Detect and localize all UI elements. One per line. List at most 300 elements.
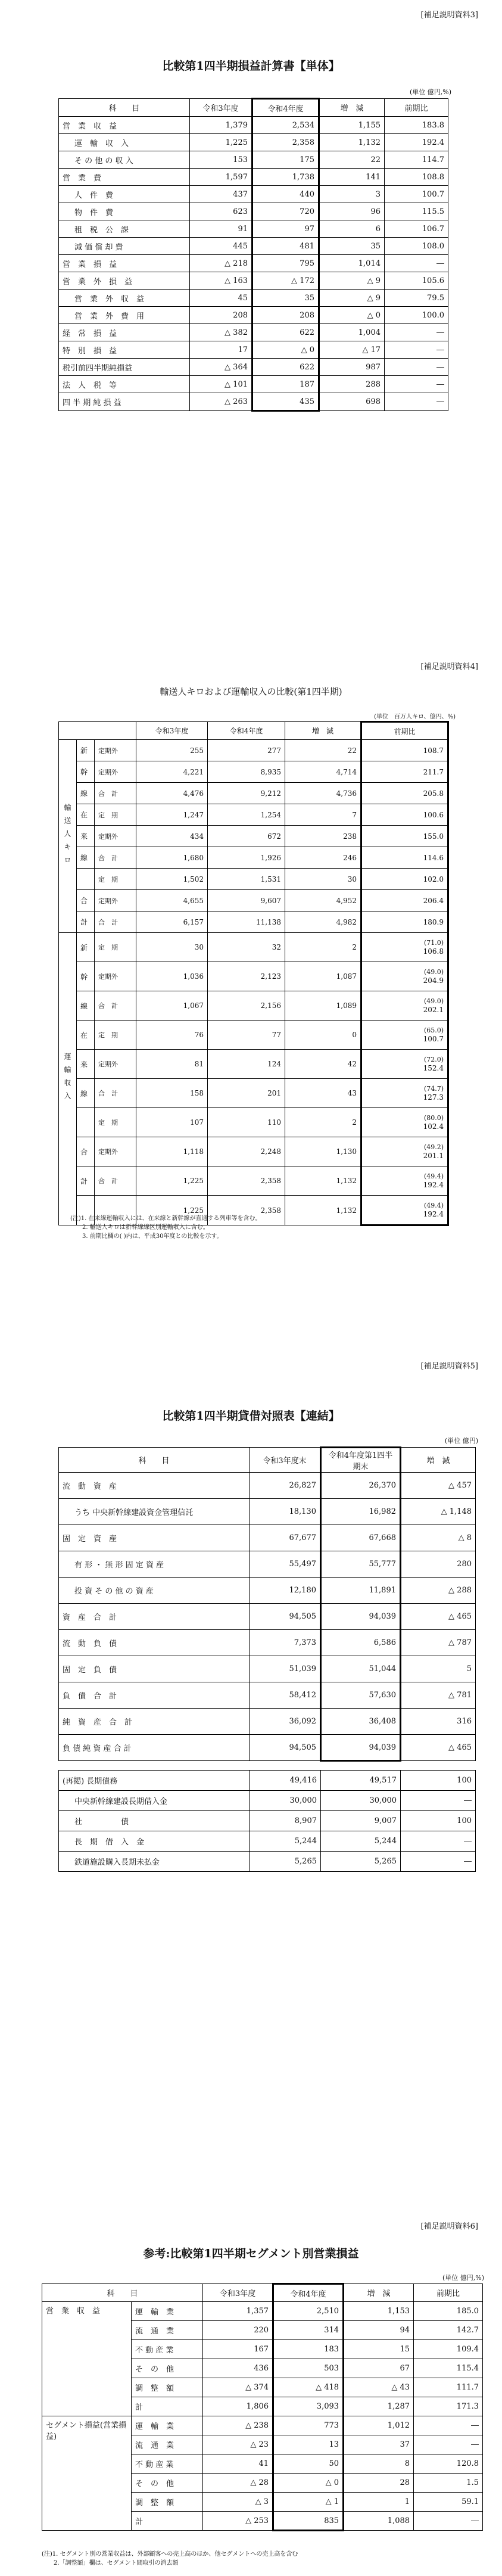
kind-label: 合 計	[95, 991, 136, 1021]
value-fy4: 773	[273, 2416, 344, 2435]
ratio-2018: (49.4)	[423, 1172, 444, 1180]
value-ratio: 102.0	[361, 869, 448, 890]
s3-title: 比較第1四半期貸借対照表【連結】	[162, 1410, 340, 1423]
table-row	[59, 1771, 476, 1791]
value-fy3: 76	[136, 1021, 208, 1050]
row-label: うち 中央新幹線建設資金管理信託	[59, 1499, 250, 1525]
sub-label: 来	[77, 826, 95, 847]
value-ratio: 109.4	[414, 2340, 483, 2359]
value-change: 1	[344, 2493, 414, 2512]
value-change: 1,014	[319, 255, 385, 272]
ridership-revenue-table	[58, 721, 449, 1226]
value-ratio: 100.6	[361, 804, 448, 826]
segment-label: 不 動 産 業	[132, 2454, 203, 2474]
value-change: △ 9	[319, 272, 385, 290]
ratio-2018: (74.7)	[423, 1085, 444, 1093]
value-change: 1,155	[319, 117, 385, 134]
value-fy4: △ 1	[273, 2493, 344, 2512]
kind-label: 定期外	[95, 890, 136, 911]
value-change: 141	[319, 169, 385, 186]
value-ratio: 100.0	[385, 307, 448, 324]
value-fy3: 30,000	[250, 1791, 321, 1811]
row-label: 投 資 そ の 他 の 資 産	[59, 1578, 250, 1604]
sub-label: 計	[77, 1166, 95, 1196]
row-label: 中央新幹線建設長期借入金	[59, 1791, 250, 1811]
value-fy4: 11,138	[208, 911, 285, 933]
value-change: 4,714	[285, 761, 361, 783]
row-label: 負 債 合 計	[59, 1682, 250, 1709]
s3-header-fy3: 令和3年度末	[250, 1448, 321, 1473]
value-ratio: 115.4	[414, 2359, 483, 2378]
value-fy3: 1,118	[136, 1137, 208, 1166]
value-fy3: 17	[190, 341, 252, 359]
value-change: 22	[319, 151, 385, 169]
kind-label: 定 期	[95, 933, 136, 962]
group-label: セグメント損益(営業損益)	[42, 2416, 132, 2531]
s2-notes	[70, 1214, 261, 1241]
value-fy3: 1,680	[136, 847, 208, 869]
balance-sheet-table	[58, 1446, 476, 1872]
sub-label: 新	[77, 933, 95, 962]
value-fy4: △ 418	[273, 2378, 344, 2397]
value-change: 3	[319, 186, 385, 203]
value-change: 4,982	[285, 911, 361, 933]
table-row	[59, 272, 448, 290]
value-ratio: ―	[385, 376, 448, 393]
s3-tag: [補足説明資料5]	[420, 1362, 478, 1371]
table-row	[59, 1473, 476, 1499]
value-fy4: 124	[208, 1050, 285, 1079]
table-row	[59, 1709, 476, 1735]
value-fy4: 16,982	[321, 1499, 401, 1525]
value-fy3: 1,036	[136, 962, 208, 991]
value-fy4: 5,244	[321, 1831, 401, 1852]
value-fy3: 445	[190, 238, 252, 255]
value-fy3: 5,244	[250, 1831, 321, 1852]
value-change: △ 288	[401, 1578, 476, 1604]
value-change: △ 8	[401, 1525, 476, 1551]
kind-label: 合 計	[95, 1079, 136, 1108]
s4-note: (注)1. セグメント別の営業収益は、外部顧客への売上高のほか、他セグメントへの売上高を含む	[42, 2551, 298, 2558]
value-fy4: 187	[252, 376, 319, 393]
table-row	[59, 1604, 476, 1630]
value-fy4: 35	[252, 290, 319, 307]
value-fy3: 49,416	[250, 1771, 321, 1791]
value-fy3: 4,476	[136, 783, 208, 804]
value-change: △ 1,148	[401, 1499, 476, 1525]
value-fy4: 11,891	[321, 1578, 401, 1604]
value-fy4: 49,517	[321, 1771, 401, 1791]
value-fy4: 97	[252, 220, 319, 238]
value-fy3: 255	[136, 740, 208, 761]
value-ratio	[361, 1196, 448, 1225]
ratio-prev: 127.3	[423, 1093, 444, 1102]
income-statement-table	[58, 98, 448, 412]
value-fy3: 91	[190, 220, 252, 238]
table-row	[59, 1525, 476, 1551]
table-row	[59, 826, 448, 847]
table-row	[59, 1791, 476, 1811]
value-fy3: △ 23	[203, 2435, 273, 2454]
value-fy4: 94,039	[321, 1604, 401, 1630]
value-ratio	[361, 1166, 448, 1196]
row-label: 営 業 外 費 用	[59, 307, 190, 324]
value-ratio: 111.7	[414, 2378, 483, 2397]
value-ratio: ―	[414, 2512, 483, 2531]
s2-header-blank	[59, 722, 136, 740]
table-row	[59, 186, 448, 203]
table-row	[59, 1630, 476, 1656]
s2-header-fy4: 令和4年度	[208, 722, 285, 740]
segment-label: そ の 他	[132, 2474, 203, 2493]
sub-label: 来	[77, 1050, 95, 1079]
kind-label: 合 計	[95, 847, 136, 869]
s2-header-change: 増 減	[285, 722, 361, 740]
value-ratio: 1.5	[414, 2474, 483, 2493]
s2-note: 2. 輸送人キロは新幹線線区別運輸収入に含む。	[70, 1224, 209, 1231]
ratio-2018: (49.4)	[423, 1202, 444, 1209]
gap-cell	[59, 1761, 250, 1771]
table-row	[59, 911, 448, 933]
s2-note: 3. 前期比欄の( )内は、平成30年度との比較を示す。	[70, 1233, 223, 1240]
value-fy3: 623	[190, 203, 252, 220]
kind-label: 定 期	[95, 1021, 136, 1050]
value-fy4: 55,777	[321, 1551, 401, 1578]
table-row	[59, 1735, 476, 1761]
table-row	[59, 1551, 476, 1578]
value-ratio: 79.5	[385, 290, 448, 307]
row-label: (再掲) 長期債務	[59, 1771, 250, 1791]
ratio-2018: (72.0)	[423, 1056, 444, 1063]
s4-header-fy4: 令和4年度	[273, 2284, 344, 2302]
value-change: △ 781	[401, 1682, 476, 1709]
value-fy4: 672	[208, 826, 285, 847]
value-change: 5	[401, 1656, 476, 1682]
value-change: 1,132	[285, 1166, 361, 1196]
value-change: △ 457	[401, 1473, 476, 1499]
value-fy3: 1,247	[136, 804, 208, 826]
gap-cell	[321, 1761, 401, 1771]
value-ratio: 106.7	[385, 220, 448, 238]
value-change: 15	[344, 2340, 414, 2359]
value-fy3: 55,497	[250, 1551, 321, 1578]
s2-unit: (単位 百万人キロ、億円、%)	[374, 714, 456, 720]
value-fy3: 153	[190, 151, 252, 169]
s4-header-fy3: 令和3年度	[203, 2284, 273, 2302]
value-fy4: 2,510	[273, 2302, 344, 2321]
value-fy3: △ 163	[190, 272, 252, 290]
s1-header-fy3: 令和3年度	[190, 99, 252, 117]
value-change: 42	[285, 1050, 361, 1079]
value-fy4: 36,408	[321, 1709, 401, 1735]
table-row	[59, 991, 448, 1021]
value-change: △ 9	[319, 290, 385, 307]
value-fy4: 1,254	[208, 804, 285, 826]
row-label: 資 産 合 計	[59, 1604, 250, 1630]
table-row	[42, 2416, 483, 2435]
table-row	[59, 740, 448, 761]
row-label: 固 定 負 債	[59, 1656, 250, 1682]
value-fy3: △ 374	[203, 2378, 273, 2397]
segment-label: 運 輸 業	[132, 2302, 203, 2321]
ratio-2018: (49.0)	[423, 968, 444, 976]
segment-label: 計	[132, 2397, 203, 2416]
table-row	[59, 869, 448, 890]
s4-header-ratio: 前期比	[414, 2284, 483, 2302]
value-change: 2	[285, 933, 361, 962]
value-change: 1,130	[285, 1137, 361, 1166]
value-fy3: 1,225	[136, 1166, 208, 1196]
sub-label: 合	[77, 1137, 95, 1166]
ratio-2018: (65.0)	[423, 1026, 444, 1034]
sub-label	[77, 1108, 95, 1137]
value-fy3: 220	[203, 2321, 273, 2340]
sub-label: 線	[77, 783, 95, 804]
value-change: 94	[344, 2321, 414, 2340]
table-row	[59, 1108, 448, 1137]
value-fy3: 4,221	[136, 761, 208, 783]
value-fy3: △ 238	[203, 2416, 273, 2435]
table-row	[59, 359, 448, 376]
value-fy3: 1,379	[190, 117, 252, 134]
group-label: 運輸収入	[59, 933, 77, 1225]
s1-unit: (単位 億円,%)	[409, 88, 451, 96]
segment-table	[42, 2283, 483, 2531]
row-label: 特 別 損 益	[59, 341, 190, 359]
value-change: △ 0	[319, 307, 385, 324]
value-change: 1,153	[344, 2302, 414, 2321]
value-change: 238	[285, 826, 361, 847]
value-ratio: ―	[385, 359, 448, 376]
value-change: 1,089	[285, 991, 361, 1021]
value-fy4: 77	[208, 1021, 285, 1050]
value-ratio: 108.8	[385, 169, 448, 186]
table-row	[59, 117, 448, 134]
value-fy3: 94,505	[250, 1735, 321, 1761]
value-ratio	[361, 962, 448, 991]
value-ratio: 59.1	[414, 2493, 483, 2512]
value-change: 100	[401, 1811, 476, 1831]
value-fy3: 167	[203, 2340, 273, 2359]
table-row	[59, 203, 448, 220]
table-row	[59, 933, 448, 962]
row-label: 物 件 費	[59, 203, 190, 220]
s1-header-ratio: 前期比	[385, 99, 448, 117]
value-fy3: 26,827	[250, 1473, 321, 1499]
value-fy4: 175	[252, 151, 319, 169]
row-label: 人 件 費	[59, 186, 190, 203]
table-row	[59, 1831, 476, 1852]
value-fy3: 436	[203, 2359, 273, 2378]
table-row	[59, 341, 448, 359]
row-label: 営 業 外 損 益	[59, 272, 190, 290]
group-label: 輸送人キロ	[59, 740, 77, 933]
value-change: △ 43	[344, 2378, 414, 2397]
segment-label: そ の 他	[132, 2359, 203, 2378]
value-fy4: 57,630	[321, 1682, 401, 1709]
value-fy4: 720	[252, 203, 319, 220]
row-label: 長 期 借 入 金	[59, 1831, 250, 1852]
value-fy4: 110	[208, 1108, 285, 1137]
kind-label: 定 期	[95, 804, 136, 826]
value-fy3: △ 253	[203, 2512, 273, 2531]
table-row	[59, 220, 448, 238]
value-fy4: △ 172	[252, 272, 319, 290]
kind-label: 定期外	[95, 1050, 136, 1079]
value-change: 2	[285, 1108, 361, 1137]
value-change: 316	[401, 1709, 476, 1735]
value-change: △ 787	[401, 1630, 476, 1656]
value-change: 246	[285, 847, 361, 869]
value-fy3: 4,655	[136, 890, 208, 911]
value-fy3: △ 364	[190, 359, 252, 376]
table-row	[59, 1050, 448, 1079]
value-fy4: 50	[273, 2454, 344, 2474]
s4-notes	[42, 2550, 298, 2568]
row-label: 租 税 公 課	[59, 220, 190, 238]
row-label: 営 業 費	[59, 169, 190, 186]
value-fy4: 1,926	[208, 847, 285, 869]
value-fy4: 2,358	[252, 134, 319, 151]
ratio-prev: 204.9	[423, 976, 444, 985]
table-row	[59, 1852, 476, 1872]
segment-label: 流 通 業	[132, 2435, 203, 2454]
gap-cell	[250, 1761, 321, 1771]
value-fy4: 51,044	[321, 1656, 401, 1682]
row-label: 固 定 資 産	[59, 1525, 250, 1551]
gap-cell	[401, 1761, 476, 1771]
value-fy3: △ 28	[203, 2474, 273, 2493]
value-fy4: △ 0	[252, 341, 319, 359]
table-row	[59, 1578, 476, 1604]
value-ratio	[361, 933, 448, 962]
value-fy4: 67,668	[321, 1525, 401, 1551]
ratio-prev: 202.1	[423, 1006, 444, 1014]
value-fy3: △ 382	[190, 324, 252, 341]
value-fy3: △ 263	[190, 393, 252, 411]
value-ratio: 115.5	[385, 203, 448, 220]
value-fy3: 1,806	[203, 2397, 273, 2416]
value-fy3: △ 101	[190, 376, 252, 393]
segment-label: 流 通 業	[132, 2321, 203, 2340]
value-fy4: 9,212	[208, 783, 285, 804]
sub-label: 計	[77, 911, 95, 933]
row-label: 税引前四半期純損益	[59, 359, 190, 376]
ratio-prev: 192.4	[423, 1181, 444, 1189]
table-row	[59, 761, 448, 783]
value-ratio	[361, 1108, 448, 1137]
row-label: 減 価 償 却 費	[59, 238, 190, 255]
s1-title: 比較第1四半期損益計算書【単体】	[162, 60, 340, 73]
value-change: 987	[319, 359, 385, 376]
value-ratio: 183.8	[385, 117, 448, 134]
table-row	[59, 290, 448, 307]
ratio-prev: 201.1	[423, 1152, 444, 1160]
value-fy3: 81	[136, 1050, 208, 1079]
value-fy4: 277	[208, 740, 285, 761]
value-fy3: 1,502	[136, 869, 208, 890]
value-ratio	[361, 1137, 448, 1166]
value-fy4: 622	[252, 359, 319, 376]
value-fy4: 2,156	[208, 991, 285, 1021]
value-ratio: 108.7	[361, 740, 448, 761]
value-fy3: 1,067	[136, 991, 208, 1021]
table-row	[42, 2302, 483, 2321]
s1-header-item: 科 目	[59, 99, 190, 117]
value-fy4: 314	[273, 2321, 344, 2340]
value-ratio	[361, 1079, 448, 1108]
value-fy3: 107	[136, 1108, 208, 1137]
row-label: 営 業 外 収 益	[59, 290, 190, 307]
sub-label: 線	[77, 991, 95, 1021]
value-fy3: 36,092	[250, 1709, 321, 1735]
segment-label: 運 輸 業	[132, 2416, 203, 2435]
sub-label: 幹	[77, 962, 95, 991]
s4-unit: (単位 億円,%)	[442, 2274, 484, 2282]
kind-label: 定期外	[95, 962, 136, 991]
value-fy4: △ 0	[273, 2474, 344, 2493]
table-row	[59, 151, 448, 169]
sub-label: 合	[77, 890, 95, 911]
segment-label: 計	[132, 2512, 203, 2531]
value-ratio	[361, 1021, 448, 1050]
value-fy3: 51,039	[250, 1656, 321, 1682]
table-row	[59, 393, 448, 411]
row-label: 鉄道施設購入長期未払金	[59, 1852, 250, 1872]
value-fy3: 434	[136, 826, 208, 847]
sub-label: 線	[77, 847, 95, 869]
value-ratio: 120.8	[414, 2454, 483, 2474]
value-fy3: △ 218	[190, 255, 252, 272]
value-fy4: 94,039	[321, 1735, 401, 1761]
table-row	[59, 1499, 476, 1525]
ratio-prev: 192.4	[423, 1210, 444, 1218]
ratio-2018: (49.0)	[423, 997, 444, 1005]
row-label: 負 債 純 資 産 合 計	[59, 1735, 250, 1761]
value-change: 30	[285, 869, 361, 890]
kind-label: 合 計	[95, 783, 136, 804]
table-row	[59, 1811, 476, 1831]
s3-unit: (単位 億円)	[444, 1437, 478, 1445]
ratio-2018: (71.0)	[423, 939, 444, 947]
value-fy4: 795	[252, 255, 319, 272]
ratio-prev: 106.8	[423, 947, 444, 956]
value-fy4: 440	[252, 186, 319, 203]
value-change: 8	[344, 2454, 414, 2474]
s4-title: 参考:比較第1四半期セグメント別営業損益	[143, 2247, 359, 2260]
table-row	[59, 962, 448, 991]
value-fy3: 30	[136, 933, 208, 962]
segment-label: 不 動 産 業	[132, 2340, 203, 2359]
sub-label: 在	[77, 1021, 95, 1050]
value-change: 96	[319, 203, 385, 220]
value-ratio: ―	[385, 341, 448, 359]
value-change: 0	[285, 1021, 361, 1050]
value-fy3: 6,157	[136, 911, 208, 933]
s4-header-item: 科 目	[42, 2284, 203, 2302]
value-ratio	[361, 991, 448, 1021]
value-ratio: ―	[385, 255, 448, 272]
row-label: そ の 他 の 収 入	[59, 151, 190, 169]
s1-header-change: 増 減	[319, 99, 385, 117]
value-change: 1,004	[319, 324, 385, 341]
value-change: 280	[401, 1551, 476, 1578]
row-label: 四 半 期 純 損 益	[59, 393, 190, 411]
row-label: 運 輸 収 入	[59, 134, 190, 151]
value-change: 1,132	[285, 1196, 361, 1225]
row-label: 純 資 産 合 計	[59, 1709, 250, 1735]
table-row	[59, 376, 448, 393]
